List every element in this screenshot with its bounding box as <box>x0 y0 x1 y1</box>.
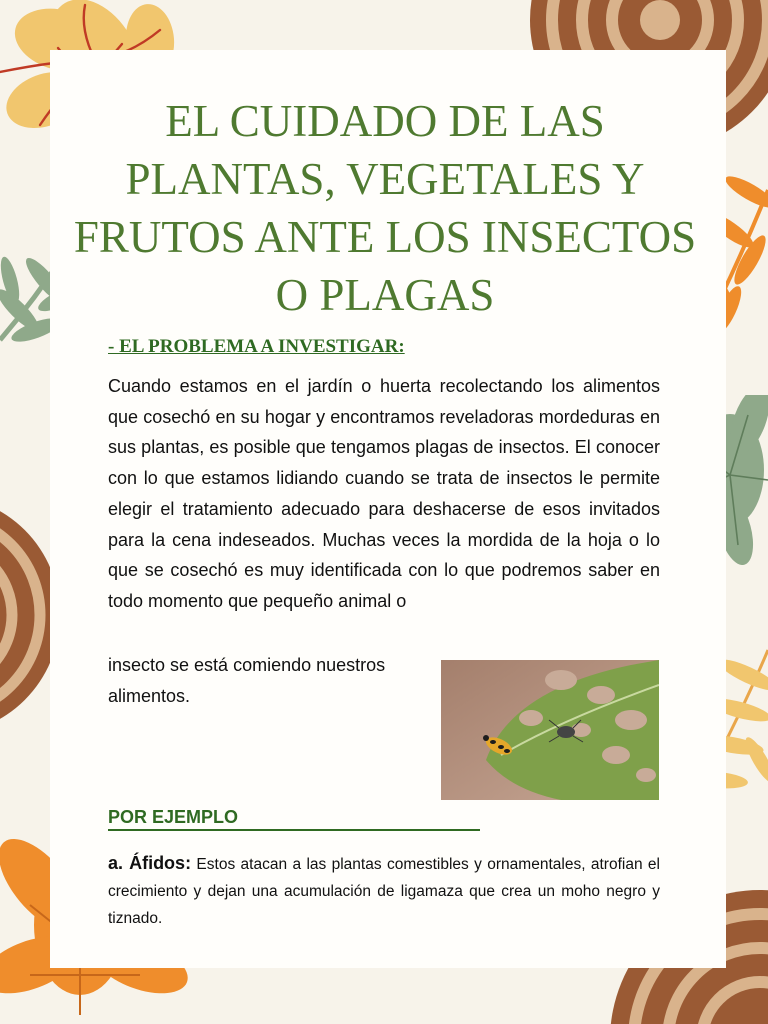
intro-paragraph-tail: insecto se está comiendo nuestros alimentos. <box>108 655 386 706</box>
example-text: Estos atacan a las plantas comestibles y ornamentales, atrofian el crecimiento y dejan una acumulación de ligamaza que crea un moho negro y tiznado. <box>108 856 660 927</box>
example-label: a. Áfidos: <box>108 853 192 873</box>
example-heading: POR EJEMPLO <box>108 807 480 831</box>
leaf-photo <box>441 660 659 800</box>
intro-paragraph: Cuando estamos en el jardín o huerta recolectando los alimentos que cosechó en su hogar y encontramos reveladoras mordeduras en sus plantas, es posible que tengamos plagas de insectos. El conocer con lo que estamos lidiando cuando se trata de insectos le permite elegir el tratamiento adecuado para deshacerse de esos invitados para la cena indeseados. Muchas veces la mordida de la hoja o lo que se cosechó es muy identificada con lo que podremos saber en todo momento que pequeño animal o <box>108 376 660 611</box>
problem-heading: - EL PROBLEMA A INVESTIGAR: <box>108 336 405 357</box>
page-title: EL CUIDADO DE LAS PLANTAS, VEGETALES Y FRUTOS ANTE LOS INSECTOS O PLAGAS <box>73 96 697 320</box>
example-item-aphids <box>108 850 660 932</box>
